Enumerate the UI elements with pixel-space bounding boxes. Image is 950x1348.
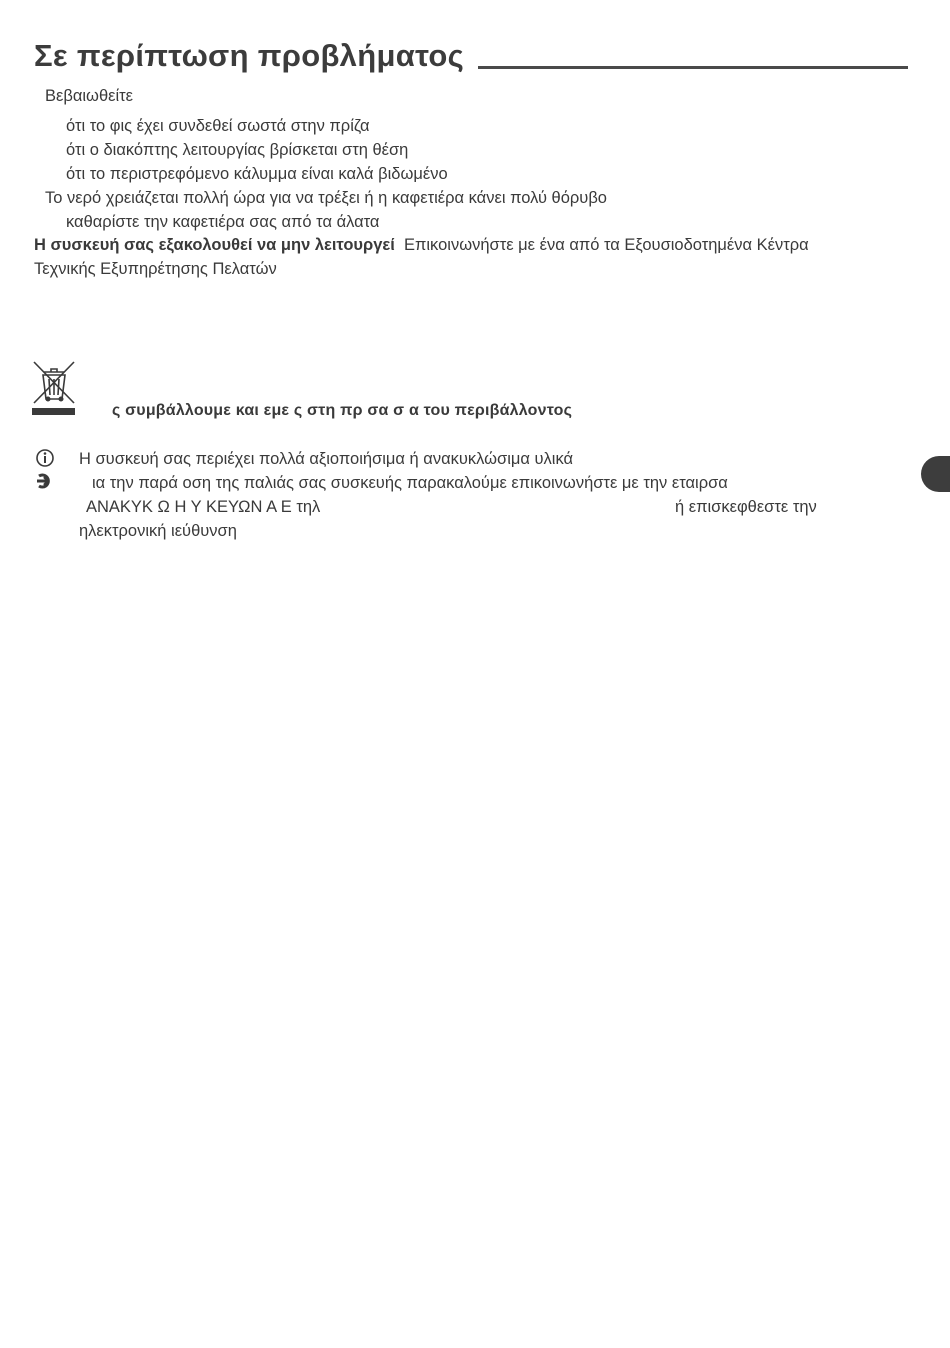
title-rule [478, 66, 908, 69]
title-row [34, 38, 910, 80]
page-title: Σε περίπτωση προβλήματος [34, 38, 465, 73]
still-failing-text: Επικοινωνήστε με ένα από τα Εξουσιοδοτημένα Κέντρα [404, 236, 809, 254]
crossed-out-wheelie-bin-icon [31, 359, 77, 417]
troubleshooting-intro: Βεβαιωθείτε [45, 87, 134, 105]
problem-slow-water: Το νερό χρειάζεται πολλή ώρα για να τρέξει ή η καφετιέρα κάνει πολύ θόρυβο [45, 189, 607, 207]
disposal-text-line2: ΑΝΑΚΥΚ Ω Η Υ ΚΕΥΩΝ Α Ε τηλ [86, 498, 321, 516]
disposal-text-line2-end: ή επισκεφθεστε την [675, 498, 817, 516]
check-item-plug: ότι το φις έχει συνδεθεί σωστά στην πρίζα [66, 117, 370, 135]
check-item-switch: ότι ο διακόπτης λειτουργίας βρίσκεται στη θέση [66, 141, 409, 159]
disposal-text-line3: ηλεκτρονική ιεύθυνση [79, 522, 237, 540]
disposal-text-line1: ια την παρά οση της παλιάς σας συσκευής παρακαλούμε επικοινωνήστε με την εταιρσα [92, 474, 728, 492]
still-failing-line [34, 235, 809, 255]
recyclable-materials-text: Η συσκευή σας περιέχει πολλά αξιοποιήσιμα ή ανακυκλώσιμα υλικά [79, 450, 574, 468]
check-item-lid: ότι το περιστρεφόμενο κάλυμμα είναι καλά βιδωμένο [66, 165, 448, 183]
environment-heading: ς συμβάλλουμε και εμε ς στη πρ σα σ α του περιβάλλοντος [112, 402, 573, 419]
page-edge-tab [921, 456, 950, 492]
info-icon [35, 448, 55, 468]
solution-descale: καθαρίστε την καφετιέρα σας από τα άλατα [66, 213, 380, 231]
arrow-right-icon [35, 471, 55, 491]
still-failing-heading: Η συσκευή σας εξακολουθεί να μην λειτουργεί [34, 236, 395, 254]
still-failing-text-cont: Τεχνικής Εξυπηρέτησης Πελατών [34, 260, 277, 278]
